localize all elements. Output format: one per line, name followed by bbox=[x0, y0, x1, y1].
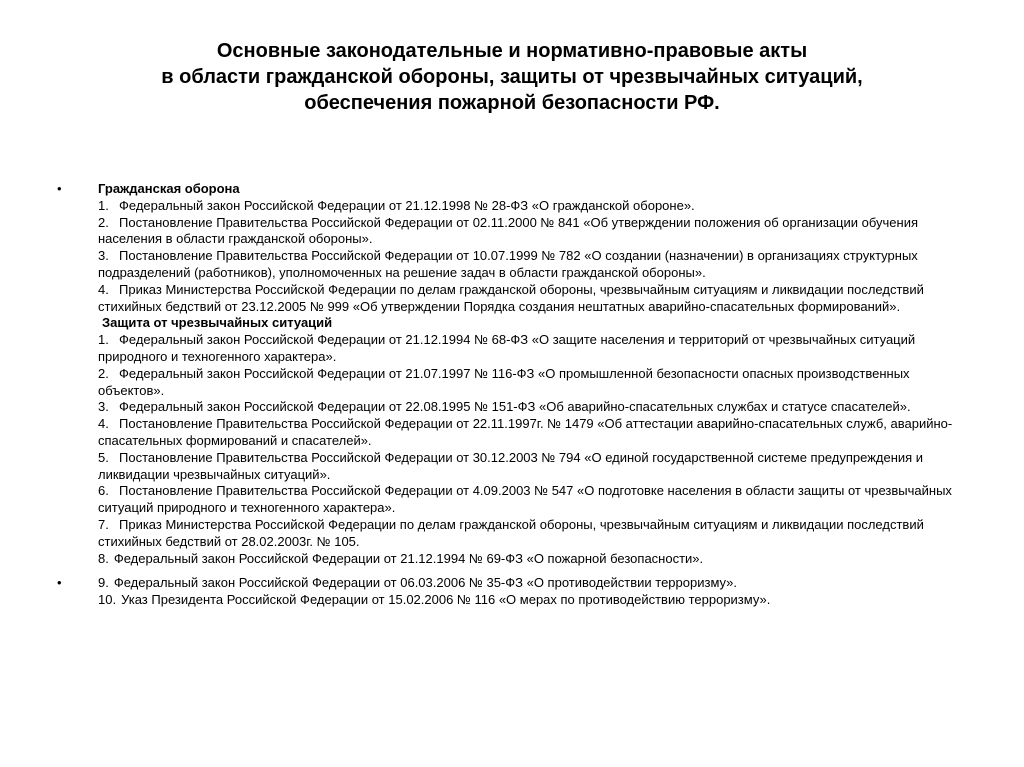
title-line-1: Основные законодательные и нормативно-правовые акты bbox=[216, 40, 808, 62]
content-list bbox=[57, 181, 957, 609]
item-number: 1. bbox=[98, 332, 109, 348]
list-item bbox=[98, 399, 957, 416]
item-text: Федеральный закон Российской Федерации от 21.07.1997 № 116-ФЗ «О промышленной безопасности опасных производственных объектов». bbox=[98, 365, 910, 398]
item-number: 6. bbox=[98, 483, 109, 499]
item-text: Федеральный закон Российской Федерации от 06.03.2006 № 35-ФЗ «О противодействии терроризму». bbox=[113, 575, 738, 591]
page-title bbox=[120, 38, 904, 116]
bullet-block-2 bbox=[57, 575, 957, 609]
list-item bbox=[98, 551, 957, 568]
item-text: Федеральный закон Российской Федерации от 22.08.1995 № 151-ФЗ «Об аварийно-спасательных службах и статусе спасателей». bbox=[119, 399, 911, 415]
item-number: 3. bbox=[98, 248, 109, 264]
item-number: 9. bbox=[98, 575, 109, 591]
item-number: 4. bbox=[98, 281, 109, 297]
item-number: 3. bbox=[98, 399, 109, 415]
bullet-icon: • bbox=[57, 181, 62, 196]
list-item bbox=[98, 282, 957, 316]
list-item bbox=[98, 215, 957, 249]
item-text: Федеральный закон Российской Федерации от 21.12.1994 № 68-ФЗ «О защите населения и территорий от чрезвычайных ситуаций природного и техногенного характера». bbox=[98, 332, 916, 364]
item-text: Приказ Министерства Российской Федерации по делам гражданской обороны, чрезвычайным ситуациям и ликвидации последствий стихийных бедствий от 28.02.2003г. № 105. bbox=[98, 516, 924, 549]
list-item bbox=[98, 450, 957, 484]
item-number: 5. bbox=[98, 449, 109, 465]
item-number: 2. bbox=[98, 214, 109, 230]
item-number: 10. bbox=[98, 592, 117, 608]
bullet-icon: • bbox=[57, 575, 62, 591]
section-heading-civil-defense: Гражданская оборона bbox=[98, 181, 240, 196]
item-text: Постановление Правительства Российской Федерации от 10.07.1999 № 782 «О создании (назначении) в организациях структурных подразделений (работников), уполномоченных на решение задач в области гражданской обороны». bbox=[98, 248, 918, 280]
item-number: 4. bbox=[98, 416, 109, 432]
item-text: Приказ Министерства Российской Федерации по делам гражданской обороны, чрезвычайным ситуациям и ликвидации последствий стихийных бедствий от 23.12.2005 № 999 «Об утверждении Порядка создания нештатных аварийно-спасательных формирований». bbox=[98, 281, 924, 314]
list-item bbox=[98, 592, 957, 609]
title-line-3: обеспечения пожарной безопасности РФ. bbox=[304, 92, 720, 114]
list-item bbox=[98, 198, 957, 215]
list-item bbox=[98, 416, 957, 450]
item-text: Постановление Правительства Российской Федерации от 4.09.2003 № 547 «О подготовке населения в области защиты от чрезвычайных ситуаций природного и техногенного характера». bbox=[98, 483, 952, 516]
item-number: 7. bbox=[98, 516, 109, 532]
list-item bbox=[98, 517, 957, 551]
bullet-block-1 bbox=[57, 181, 957, 567]
item-text: Указ Президента Российской Федерации от 15.02.2006 № 116 «О мерах по противодействию терроризму». bbox=[121, 592, 771, 608]
list-item bbox=[98, 366, 957, 400]
list-item bbox=[98, 248, 957, 282]
item-text: Постановление Правительства Российской Федерации от 30.12.2003 № 794 «О единой государственной системе предупреждения и ликвидации чрезвычайных ситуаций». bbox=[98, 449, 924, 482]
list-item bbox=[98, 575, 957, 592]
section-heading-emergency-protection: Защита от чрезвычайных ситуаций bbox=[102, 315, 333, 331]
list-item bbox=[98, 483, 957, 517]
item-number: 2. bbox=[98, 365, 109, 381]
item-text: Постановление Правительства Российской Федерации от 22.11.1997г. № 1479 «Об аттестации аварийно-спасательных служб, аварийно-спасательных формирований и спасателей». bbox=[98, 416, 953, 448]
title-line-2: в области гражданской обороны, защиты от чрезвычайных ситуаций, bbox=[161, 66, 863, 88]
item-text: Постановление Правительства Российской Федерации от 02.11.2000 № 841 «Об утверждении положения об организации обучения населения в области гражданской обороны». bbox=[98, 214, 919, 247]
item-text: Федеральный закон Российской Федерации от 21.12.1998 № 28-ФЗ «О гражданской обороне». bbox=[119, 197, 695, 213]
item-number: 8. bbox=[98, 550, 109, 566]
item-text: Федеральный закон Российской Федерации от 21.12.1994 № 69-ФЗ «О пожарной безопасности». bbox=[113, 550, 704, 566]
item-number: 1. bbox=[98, 197, 109, 213]
list-item bbox=[98, 332, 957, 366]
